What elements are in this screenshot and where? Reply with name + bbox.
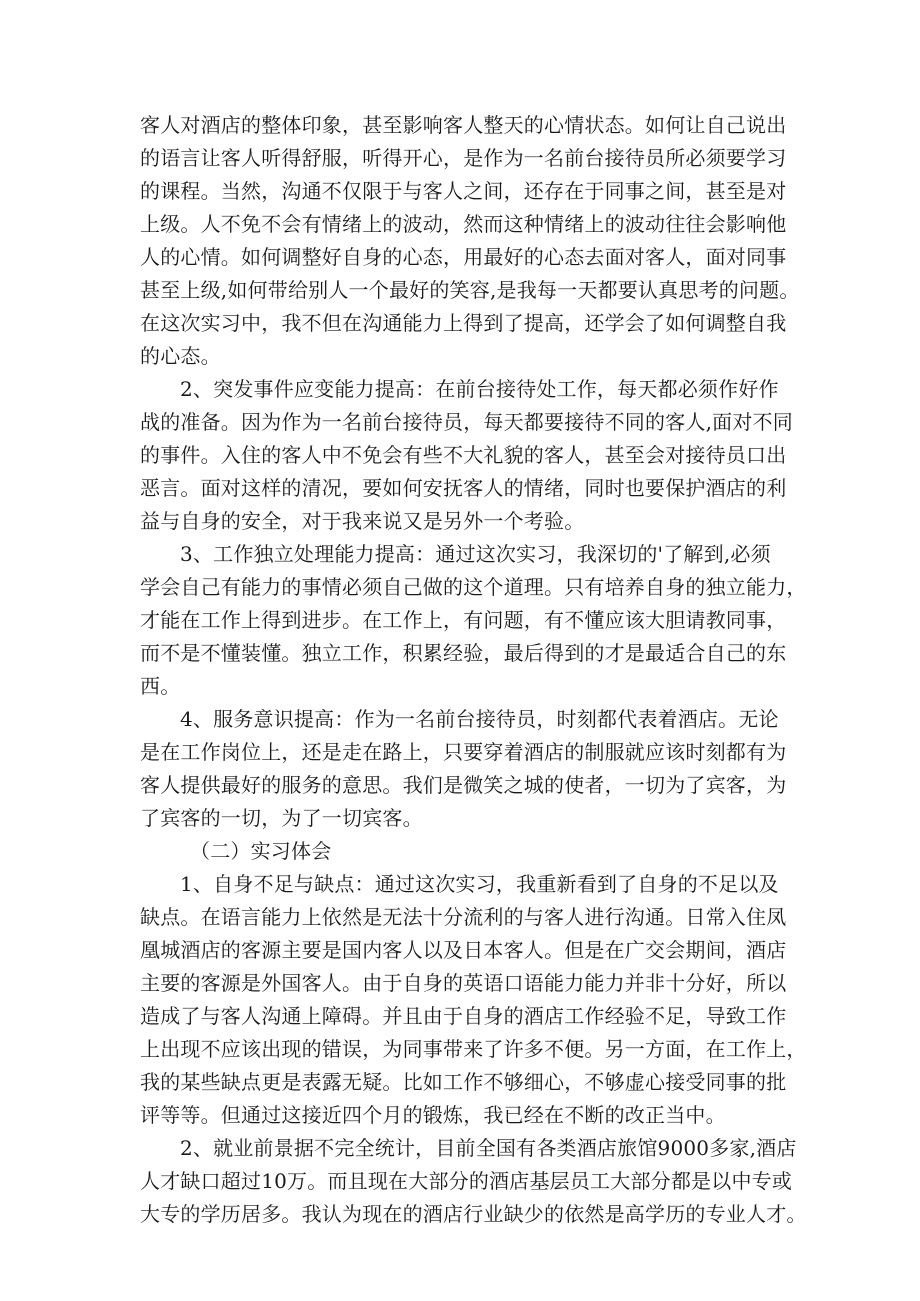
paragraph-start-line: 1、自身不足与缺点：通过这次实习，我重新看到了自身的不足以及	[180, 872, 779, 896]
text-line: 凰城酒店的客源主要是国内客人以及日本客人。但是在广交会期间，酒店	[140, 938, 787, 962]
text-line: 恶言。面对这样的清况，要如何安抚客人的情绪，同时也要保护酒店的利	[140, 476, 787, 500]
text-line: 的事件。入住的客人中不免会有些不大礼貌的客人，甚至会对接待员口出	[140, 443, 787, 467]
text-line: 客人对酒店的整体印象，甚至影响客人整天的心情状态。如何让自己说出	[140, 113, 787, 137]
text-line: 西。	[140, 674, 181, 698]
text-line: 学会自己有能力的事情必须自己做的这个道理。只有培养自身的独立能力，	[140, 575, 807, 599]
text-line: 造成了与客人沟通上障碍。并且由于自身的酒店工作经验不足，导致工作	[140, 1004, 787, 1028]
text-line: 的课程。当然，沟通不仅限于与客人之间，还存在于同事之间，甚至是对	[140, 179, 787, 203]
paragraph-start-line: 2、就业前景据不完全统计，目前全国有各类酒店旅馆9000多家,酒店	[180, 1136, 797, 1160]
text-line: 我的某些缺点更是表露无疑。比如工作不够细心，不够虚心接受同事的批	[140, 1070, 787, 1094]
paragraph-start-line: 3、工作独立处理能力提高：通过这次实习，我深切的'了解到,必须	[180, 542, 771, 566]
text-line: 缺点。在语言能力上依然是无法十分流利的与客人进行沟通。日常入住凤	[140, 905, 787, 929]
text-line: 了宾客的一切，为了一切宾客。	[140, 806, 423, 830]
text-line: 人才缺口超过10万。而且现在大部分的酒店基层员工大部分都是以中专或	[140, 1169, 793, 1193]
text-line: 人的心情。如何调整好自身的心态，用最好的心态去面对客人，面对同事	[140, 245, 787, 269]
text-line: 战的准备。因为作为一名前台接待员，每天都要接待不同的客人,面对不同	[140, 410, 793, 434]
text-line: 才能在工作上得到进步。在工作上，有问题，有不懂应该大胆请教同事，	[140, 608, 787, 632]
text-line: 而不是不懂装懂。独立工作，积累经验，最后得到的才是最适合自己的东	[140, 641, 787, 665]
text-line: 甚至上级,如何带给别人一个最好的笑容,是我每一天都要认真思考的问题。	[140, 278, 800, 302]
paragraph-start-line: 4、服务意识提高：作为一名前台接待员，时刻都代表着酒店。无论	[180, 707, 779, 731]
text-line: 上级。人不免不会有情绪上的波动，然而这种情绪上的波动往往会影响他	[140, 212, 787, 236]
paragraph-start-line: 2、突发事件应变能力提高：在前台接待处工作，每天都必须作好作	[180, 377, 779, 401]
text-line: 是在工作岗位上，还是走在路上，只要穿着酒店的制服就应该时刻都有为	[140, 740, 787, 764]
text-line: 评等等。但通过这接近四个月的锻炼，我已经在不断的改正当中。	[140, 1103, 726, 1127]
text-line: 大专的学历居多。我认为现在的酒店行业缺少的依然是高学历的专业人才。	[140, 1202, 807, 1226]
text-line: 上出现不应该出现的错误，为同事带来了许多不便。另一方面，在工作上，	[140, 1037, 807, 1061]
text-line: 的心态。	[140, 344, 221, 368]
text-line: 在这次实习中，我不但在沟通能力上得到了提高，还学会了如何调整自我	[140, 311, 787, 335]
text-line: 客人提供最好的服务的意思。我们是微笑之城的使者，一切为了宾客，为	[140, 773, 787, 797]
section-heading: （二）实习体会	[190, 839, 332, 863]
text-line: 益与自身的安全，对于我来说又是另外一个考验。	[140, 509, 585, 533]
text-line: 的语言让客人听得舒服，听得开心，是作为一名前台接待员所必须要学习	[140, 146, 787, 170]
text-line: 主要的客源是外国客人。由于自身的英语口语能力能力并非十分好，所以	[140, 971, 787, 995]
